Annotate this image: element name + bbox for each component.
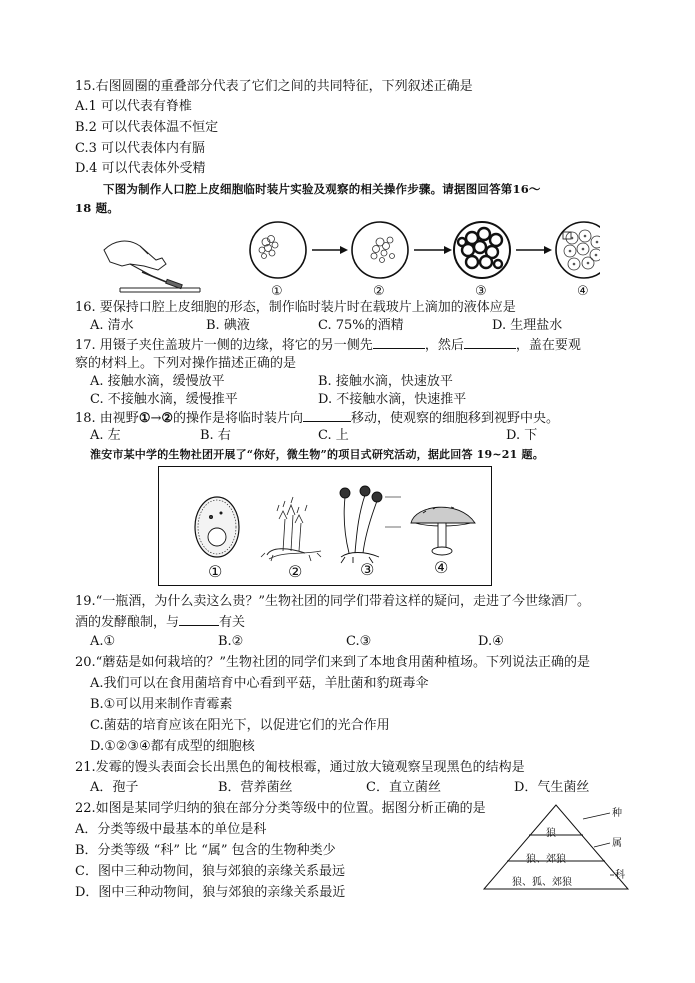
q20-option-c: C.菌菇的培育应该在阳光下，以促进它们的光合作用	[90, 718, 390, 733]
view-4-icon	[556, 222, 600, 278]
intro-16-18-cont: 18 题。	[75, 201, 120, 215]
figure-cheek-cell-svg	[100, 220, 600, 298]
q18-arrow: →	[150, 411, 162, 426]
intro-16-18: 下图为制作人口腔上皮细胞临时装片实验及观察的相关操作步骤。请据图回答第16～	[103, 182, 541, 196]
q22-option-d: D．图中三种动物间，狼与郊狼的亲缘关系最近	[75, 885, 346, 900]
q17-stem-line2: 察的材料上。下列对操作描述正确的是	[75, 356, 297, 371]
q19-stem-line2-b: 有关	[219, 615, 246, 630]
view-2-icon	[352, 222, 408, 278]
q21-option-b: B．营养菌丝	[218, 780, 293, 795]
fig2-label-3: ③	[360, 560, 375, 579]
q21-option-c: C．直立菌丝	[366, 780, 441, 795]
q19-stem-line2-a: 酒的发酵酿制，与	[75, 615, 180, 630]
fig1-label-4: ④	[577, 284, 589, 299]
view-3-icon	[454, 222, 510, 278]
q19-blank	[179, 613, 219, 626]
q18-option-b: B. 右	[200, 428, 231, 443]
q17-stem-b: ，然后	[424, 338, 464, 353]
q16-option-b: B. 碘液	[206, 318, 250, 333]
intro-19-21: 淮安市某中学的生物社团开展了“你好，微生物”的项目式研究活动，据此回答 19~21 题。	[90, 448, 544, 461]
fig1-label-3: ③	[475, 284, 487, 299]
fig2-label-4: ④	[434, 558, 449, 577]
q17-blank-2	[464, 336, 516, 349]
q21-option-a: A．孢子	[90, 780, 139, 795]
q17-stem	[75, 336, 581, 354]
pyramid-level-genus: 狼、郊狼	[526, 854, 566, 865]
q15-stem: 15.右图圆圈的重叠部分代表了它们之间的共同特征，下列叙述正确是	[75, 79, 473, 94]
q17-option-c: C. 不接触水滴，缓慢推平	[90, 392, 238, 407]
q22-stem: 22.如图是某同学归纳的狼在部分分类等级中的位置。据图分析正确的是	[75, 801, 486, 816]
hand-coverslip-icon	[104, 241, 200, 292]
q22-option-b: B．分类等级 “科” 比 “属” 包含的生物种类少	[75, 843, 336, 858]
q19-option-b: B.②	[218, 634, 244, 649]
q15-option-d: D.4 可以代表体外受精	[75, 161, 206, 176]
yeast-cell-icon	[195, 497, 239, 557]
q20-option-b: B.①可以用来制作青霉素	[90, 697, 233, 712]
q18-circ-2: ②	[161, 411, 174, 426]
q20-option-d: D.①②③④都有成型的细胞核	[90, 739, 255, 754]
q18-option-a: A. 左	[90, 428, 121, 443]
q22-option-c: C．图中三种动物间，狼与郊狼的亲缘关系最远	[75, 864, 345, 879]
q17-stem-a: 17. 用镊子夹住盖玻片一侧的边缘，将它的另一侧先	[75, 338, 373, 353]
leader-line-species	[583, 813, 610, 819]
q18-blank	[303, 409, 351, 422]
q16-option-c: C. 75%的酒精	[318, 318, 404, 333]
rhizopus-icon	[340, 486, 401, 563]
q20-option-a: A.我们可以在食用菌培育中心看到平菇，羊肚菌和豹斑毒伞	[90, 676, 429, 691]
pyramid-level-species: 狼	[546, 828, 556, 839]
leader-line-genus	[594, 843, 610, 847]
q17-option-b: B. 接触水滴，快速放平	[318, 374, 453, 389]
q16-option-d: D. 生理盐水	[492, 318, 563, 333]
q17-stem-c: ，盖在要观	[515, 338, 581, 353]
q17-blank-1	[373, 336, 425, 349]
pyramid-level-family: 狼、狐、郊狼	[512, 877, 572, 888]
q19-stem: 19.“一瓶酒，为什么卖这么贵？”生物社团的同学们带着这样的疑问，走进了今世缘酒厂。	[75, 594, 590, 609]
q18-circ-1: ①	[138, 411, 151, 426]
pyramid-rank-family: 科	[615, 870, 625, 881]
figure-cheek-cell-steps	[100, 220, 600, 298]
fig2-label-2: ②	[288, 562, 303, 581]
q18-stem	[75, 409, 559, 427]
q18-option-c: C. 上	[318, 428, 349, 443]
q15-option-a: A.1 可以代表有脊椎	[75, 99, 192, 114]
q17-option-d: D. 不接触水滴，快速推平	[318, 392, 467, 407]
fig1-label-2: ②	[373, 284, 385, 299]
q15-option-b: B.2 可以代表体温不恒定	[75, 120, 219, 135]
q20-stem: 20.“蘑菇是如何栽培的？”生物社团的同学们来到了本地食用菌种植场。下列说法正确的是	[75, 655, 590, 670]
q19-stem-line2	[75, 613, 245, 631]
view-1-icon	[250, 222, 306, 278]
q19-option-d: D.④	[478, 634, 504, 649]
q21-stem: 21.发霉的馒头表面会长出黑色的匍枝根霉，通过放大镜观察呈现黑色的结构是	[75, 760, 525, 775]
fig1-label-1: ①	[271, 284, 283, 299]
q18-option-d: D. 下	[506, 428, 538, 443]
q18-stem-b: 的操作是将临时装片向	[173, 411, 304, 426]
q16-option-a: A. 清水	[90, 318, 134, 333]
q19-option-a: A.①	[90, 634, 116, 649]
q16-stem: 16. 要保持口腔上皮细胞的形态，制作临时装片时在载玻片上滴加的液体应是	[75, 300, 516, 315]
fig2-label-1: ①	[208, 562, 223, 581]
q21-option-d: D．气生菌丝	[514, 780, 590, 795]
penicillium-icon	[261, 497, 321, 561]
pyramid-rank-genus: 属	[612, 838, 622, 849]
q18-stem-a: 18. 由视野	[75, 411, 139, 426]
q15-option-c: C.3 可以代表体内有膈	[75, 141, 206, 156]
q19-option-c: C.③	[346, 634, 372, 649]
mushroom-icon	[411, 507, 475, 555]
q22-option-a: A．分类等级中最基本的单位是科	[75, 822, 267, 837]
q17-option-a: A. 接触水滴，缓慢放平	[90, 374, 225, 389]
q18-stem-c: 移动，使观察的细胞移到视野中央。	[351, 411, 560, 426]
pyramid-rank-species: 种	[612, 808, 622, 819]
